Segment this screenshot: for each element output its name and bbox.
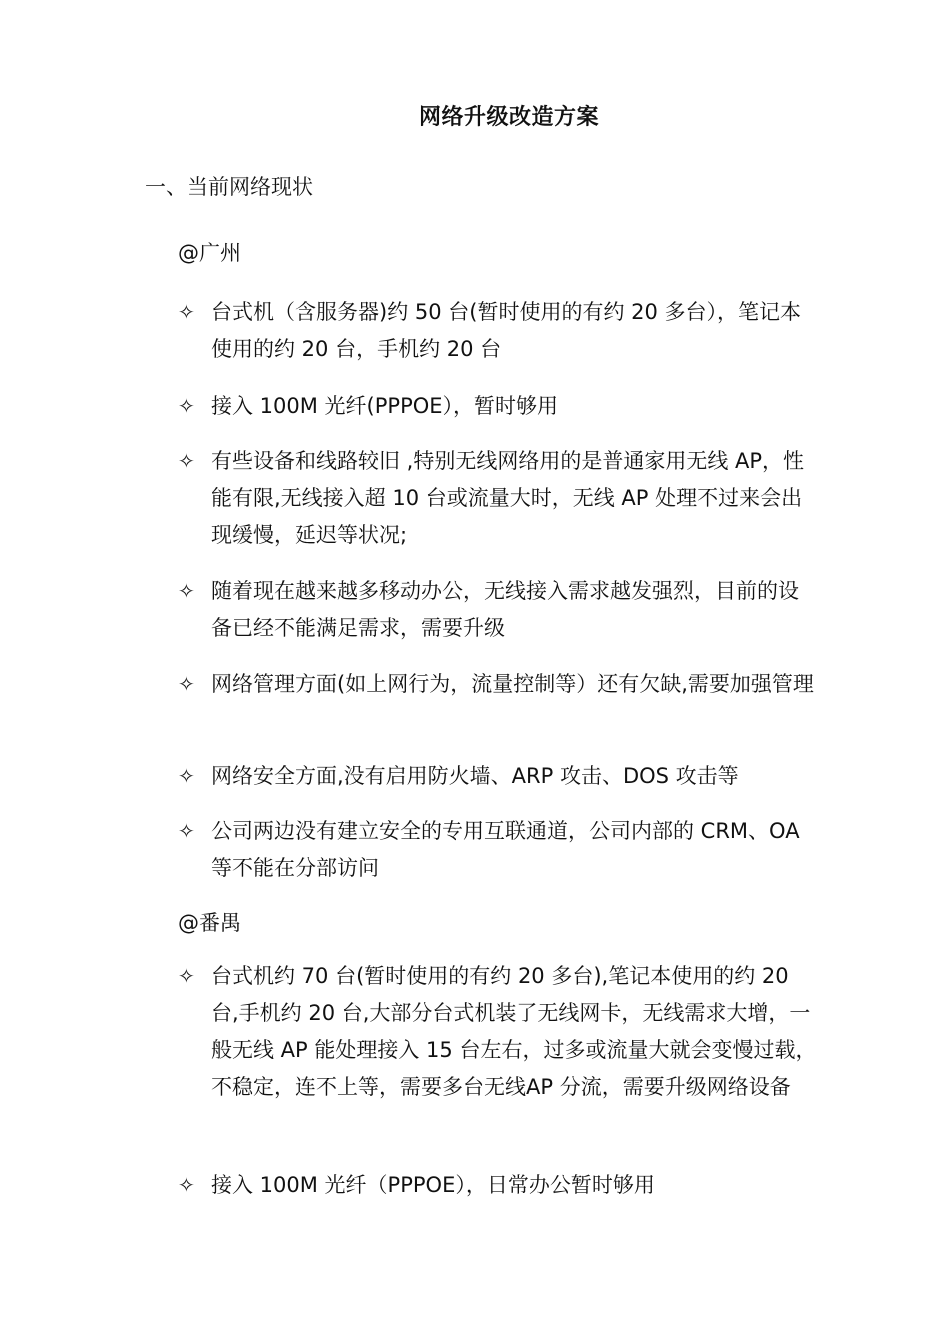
- document-title: 网络升级改造方案: [418, 105, 599, 130]
- list-item: [178, 294, 818, 368]
- list-item-text: 接入 100M 光纤（PPPOE），日常办公暂时够用: [211, 1173, 655, 1197]
- list-item: [178, 573, 818, 647]
- list-item-text: 网络管理方面(如上网行为，流量控制等）还有欠缺,需要加强管理: [211, 672, 814, 696]
- list-item-text: 台式机（含服务器)约 50 台(暂时使用的有约 20 多台），笔记本使用的约 20 台，手机约 20 台: [211, 300, 802, 361]
- diamond-bullet-icon: ✧: [178, 964, 195, 988]
- list-item: [178, 666, 818, 703]
- list-item: [178, 758, 818, 795]
- diamond-bullet-icon: ✧: [178, 1173, 195, 1197]
- list-item: [178, 958, 818, 1106]
- list-item: [178, 813, 818, 887]
- list-item: [178, 1167, 818, 1204]
- section-heading-current-network-status: 一、当前网络现状: [145, 175, 313, 199]
- list-item-text: 台式机约 70 台(暂时使用的有约 20 多台),笔记本使用的约 20 台,手机约 20 台,大部分台式机装了无线网卡，无线需求大增，一般无线 AP 能处理接入 15 台左右，过多或流量大就会变慢过载，不稳定，连不上等，需要多台无线AP 分流，需要升级网络设备: [211, 964, 817, 1099]
- diamond-bullet-icon: ✧: [178, 764, 195, 788]
- list-item: [178, 443, 818, 554]
- diamond-bullet-icon: ✧: [178, 300, 195, 324]
- diamond-bullet-icon: ✧: [178, 672, 195, 696]
- list-item-text: 公司两边没有建立安全的专用互联通道，公司内部的 CRM、OA 等不能在分部访问: [211, 819, 800, 880]
- diamond-bullet-icon: ✧: [178, 394, 195, 418]
- list-item-text: 有些设备和线路较旧 ,特别无线网络用的是普通家用无线 AP，性能有限,无线接入超 10 台或流量大时，无线 AP 处理不过来会出现缓慢，延迟等状况;: [211, 449, 805, 547]
- list-item-text: 网络安全方面,没有启用防火墙、ARP 攻击、DOS 攻击等: [211, 764, 739, 788]
- list-item-text: 随着现在越来越多移动办公，无线接入需求越发强烈，目前的设备已经不能满足需求，需要升级: [211, 579, 799, 640]
- list-item-text: 接入 100M 光纤(PPPOE），暂时够用: [211, 394, 559, 418]
- diamond-bullet-icon: ✧: [178, 449, 195, 473]
- location-heading-panyu: @番禺: [178, 911, 241, 935]
- list-item: [178, 388, 818, 425]
- diamond-bullet-icon: ✧: [178, 819, 195, 843]
- diamond-bullet-icon: ✧: [178, 579, 195, 603]
- location-heading-guangzhou: @广州: [178, 241, 241, 265]
